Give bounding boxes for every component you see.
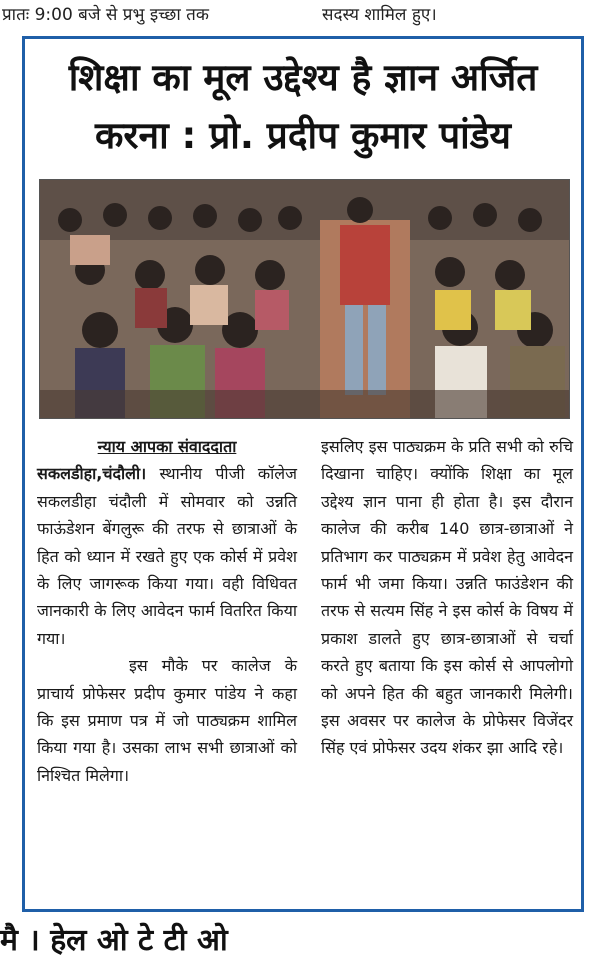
classroom-photo-illustration xyxy=(40,180,569,418)
article-headline xyxy=(25,49,581,165)
article-left-column xyxy=(37,433,297,789)
top-strip xyxy=(0,0,607,30)
top-strip-right-text: सदस्य शामिल हुए। xyxy=(322,5,437,25)
article-lead-text: स्थानीय पीजी कॉलेज सकलडीहा चंदौली में सोमवार को उन्नति फाऊंडेशन बेंगलुरू की तरफ से छात्राओं के हित को ध्यान में रखते हुए एक कोर्स में प्रवेश के लिए जागरूक किया गया। वही विधिवत जानकारी के लिए आवेदन फार्म वितरित किया गया। xyxy=(37,464,297,648)
article-lead-paragraph xyxy=(37,460,297,652)
bottom-strip-text: मै । हेल ओ टे टी ओ xyxy=(0,923,228,958)
article-paragraph-2: इस मौके पर कालेज के प्राचार्य प्रोफेसर प्रदीप कुमार पांडेय ने कहा कि इस प्रमाण पत्र में जो पाठ्यक्रम शामिल किया गया है। उसका लाभ सभी छात्राओं को निश्चित मिलेगा। xyxy=(37,656,297,785)
article-right-paragraph: इसलिए इस पाठ्यक्रम के प्रति सभी को रुचि दिखाना चाहिए। क्योंकि शिक्षा का मूल उद्देश्य ज्ञान पाना ही होता है। इस दौरान कालेज की करीब 140 छात्र-छात्राओं ने प्रतिभाग कर पाठ्यक्रम में प्रवेश हेतु आवेदन फार्म भी जमा किया। उन्नति फाउंडेशन की तरफ से सत्यम सिंह ने इस कोर्स के विषय में प्रकाश डालते हुए छात्र-छात्राओं से चर्चा करते हुए बताया कि इस कोर्स से आपलोगो को अपने हित की बहुत जानकारी मिलेगी। इस अवसर पर कालेज के प्रोफेसर विजेंदर सिंह एवं प्रोफेसर उदय शंकर झा आदि रहे। xyxy=(321,437,573,758)
bottom-strip xyxy=(0,918,607,958)
top-strip-left-text: प्रातः 9:00 बजे से प्रभु इच्छा तक xyxy=(2,5,209,25)
article-right-column xyxy=(321,433,573,762)
headline-line-1: शिक्षा का मूल उद्देश्य है ज्ञान अर्जित xyxy=(68,56,538,99)
article-byline: न्याय आपका संवाददाता xyxy=(97,437,237,456)
article-dateline: सकलडीहा,चंदौली। xyxy=(37,464,147,484)
headline-line-2: करना : प्रो. प्रदीप कुमार पांडेय xyxy=(95,114,511,157)
article-photo xyxy=(39,179,570,419)
article-frame xyxy=(22,36,584,912)
